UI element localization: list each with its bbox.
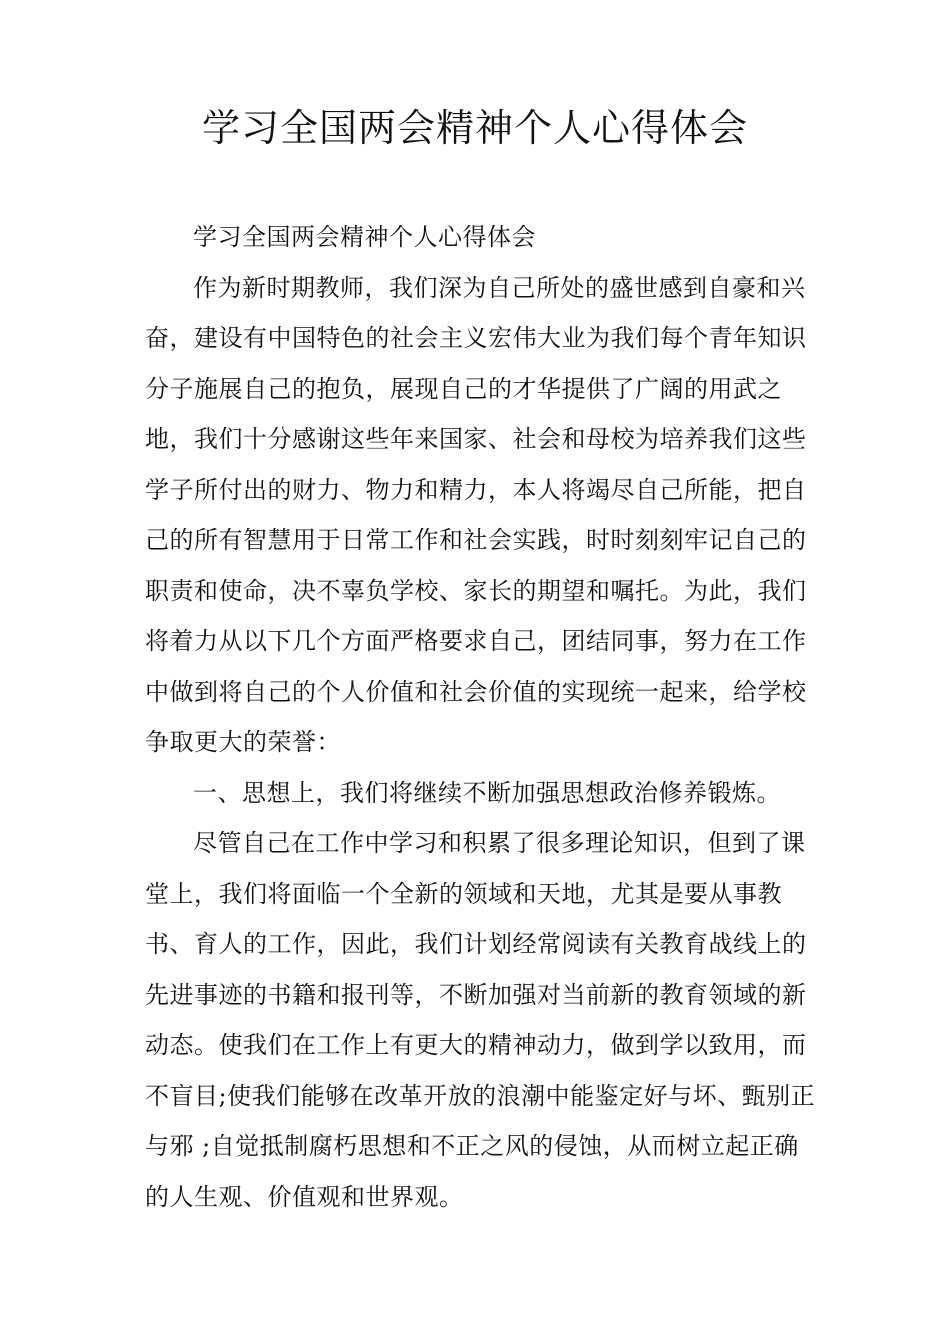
document-body (145, 212, 817, 1222)
intro-paragraph: 作为新时期教师，我们深为自己所处的盛世感到自豪和兴奋，建设有中国特色的社会主义宏伟大业为我们每个青年知识分子施展自己的抱负，展现自己的才华提供了广阔的用武之地，我们十分感谢这些年来国家、社会和母校为培养我们这些学子所付出的财力、物力和精力，本人将竭尽自己所能，把自己的所有智慧用于日常工作和社会实践，时时刻刻牢记自己的职责和使命，决不辜负学校、家长的期望和嘱托。为此，我们将着力从以下几个方面严格要求自己，团结同事，努力在工作中做到将自己的个人价值和社会价值的实现统一起来，给学校争取更大的荣誉： (145, 273, 807, 756)
section-paragraph: 尽管自己在工作中学习和积累了很多理论知识，但到了课堂上，我们将面临一个全新的领域和天地，尤其是要从事教书、育人的工作，因此，我们计划经常阅读有关教育战线上的先进事迹的书籍和报刊等，不断加强对当前新的教育领域的新动态。使我们在工作上有更大的精神动力，做到学以致用，而不盲目;使我们能够在改革开放的浪潮中能鉴定好与坏、甄别正与邪 ;自觉抵制腐朽思想和不正之风的侵蚀，从而树立起正确的人生观、价值观和世界观。 (145, 829, 816, 1211)
document-title: 学习全国两会精神个人心得体会 (201, 106, 748, 150)
subtitle-paragraph: 学习全国两会精神个人心得体会 (193, 223, 536, 251)
section-heading: 一、思想上，我们将继续不断加强思想政治修养锻炼。 (193, 778, 781, 807)
